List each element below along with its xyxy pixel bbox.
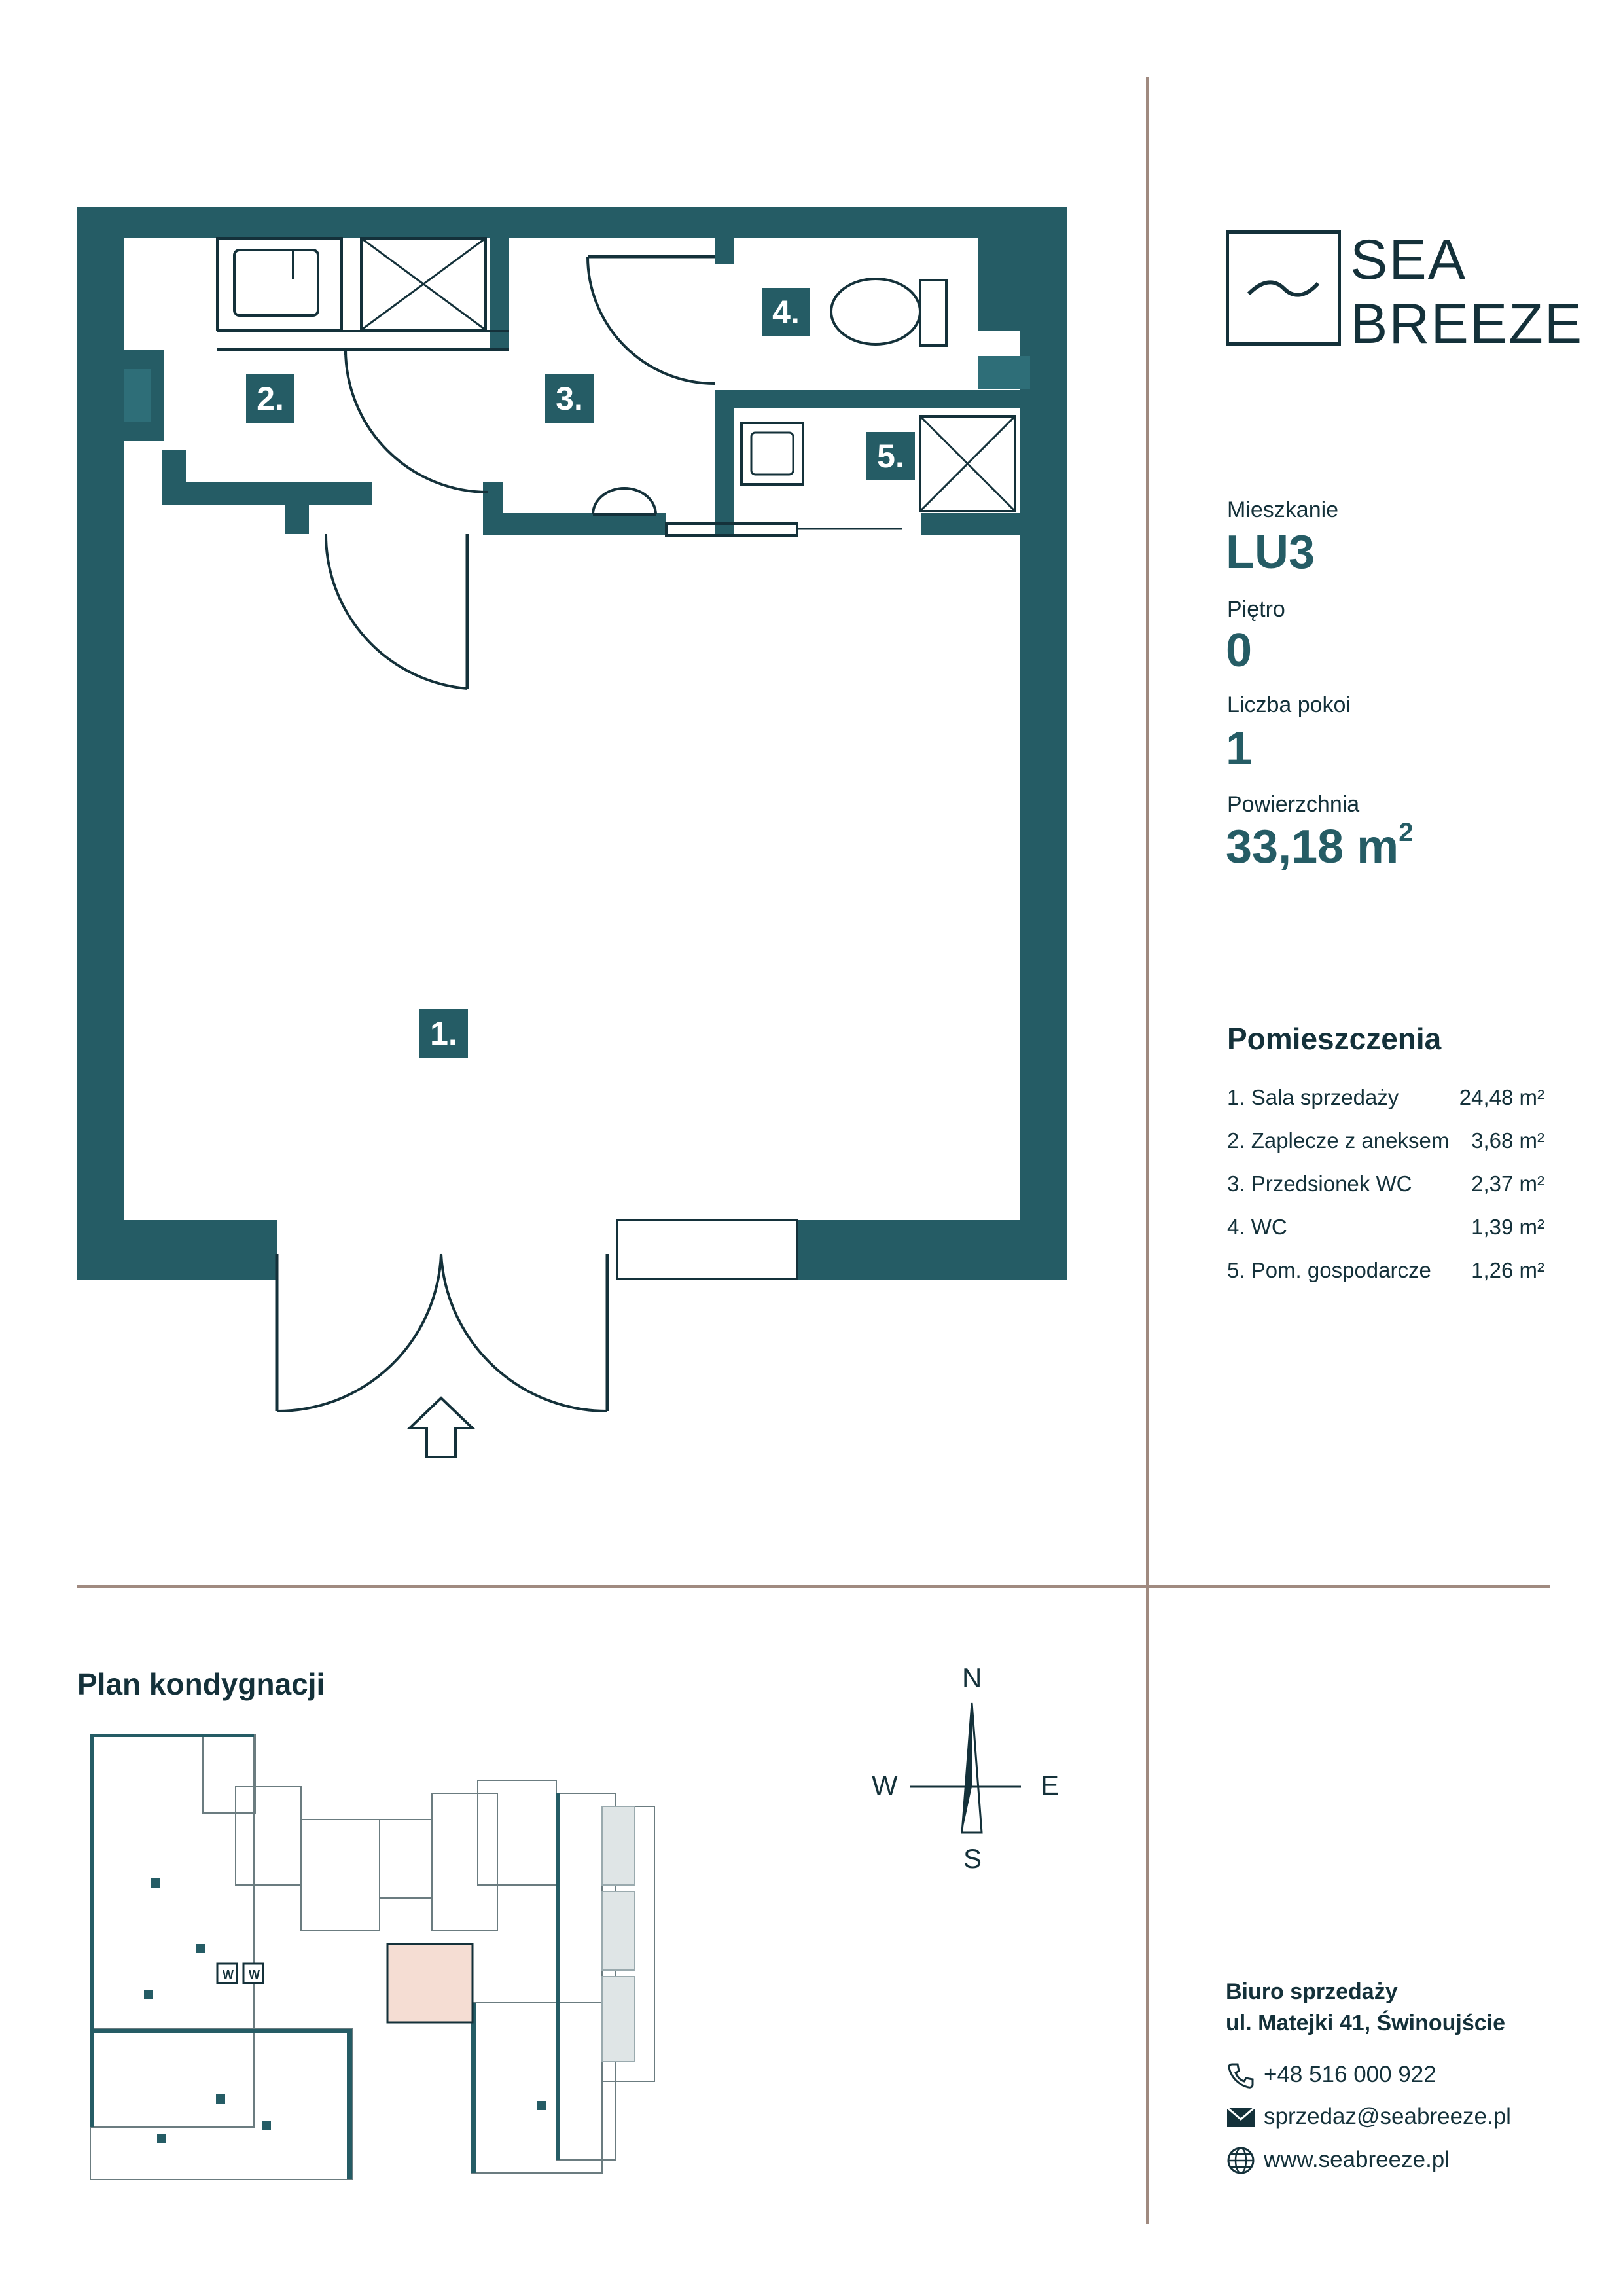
room-row [1227,1172,1544,1200]
floor-plan-title: Plan kondygnacji [77,1667,325,1701]
area-unit-sup: 2 [1399,818,1414,847]
email-address[interactable]: sprzedaz@seabreeze.pl [1264,2104,1511,2129]
wc-label: W [249,1968,260,1981]
sales-office-title: Biuro sprzedaży [1226,1979,1398,2004]
sea-breeze-logo [1226,228,1584,355]
horizontal-divider [77,1585,1550,1588]
room-label-2: 2. [246,374,294,423]
room-name: 4. WC [1227,1215,1287,1239]
logo-wave-icon [1226,230,1341,346]
room-area: 2,37 m² [1471,1172,1544,1196]
wc-label: W [223,1968,234,1981]
area-number: 33,18 m [1226,821,1399,873]
area-value [1226,818,1414,873]
phone-number[interactable]: +48 516 000 922 [1264,2062,1436,2087]
website-url[interactable]: www.seabreeze.pl [1264,2147,1450,2172]
phone-icon [1226,2060,1256,2090]
room-name: 1. Sala sprzedaży [1227,1085,1399,1109]
room-label-4: 4. [762,288,810,336]
vertical-divider [1146,77,1149,2224]
room-name: 2. Zaplecze z aneksem [1227,1128,1450,1153]
logo-text-line2: BREEZE [1350,293,1584,355]
room-label-3: 3. [545,374,594,423]
room-area: 3,68 m² [1471,1128,1544,1153]
room-label-1: 1. [419,1009,468,1058]
floor-value: 0 [1226,624,1253,677]
room-row [1227,1128,1544,1157]
rooms-count-value: 1 [1226,723,1253,775]
compass-e: E [1041,1770,1060,1801]
floor-label: Piętro [1227,597,1285,622]
area-label: Powierzchnia [1227,792,1360,817]
mail-icon [1226,2102,1256,2132]
room-row [1227,1258,1544,1287]
compass [864,1662,1080,1885]
room-area: 1,26 m² [1471,1258,1544,1282]
sales-office-address: ul. Matejki 41, Świnoujście [1226,2011,1506,2036]
compass-s: S [963,1843,982,1874]
compass-w: W [872,1770,898,1801]
apartment-label: Mieszkanie [1227,497,1339,522]
logo-text-line1: SEA [1350,228,1467,291]
compass-n: N [962,1662,982,1693]
apartment-floor-plan [77,207,1072,1470]
rooms-count-label: Liczba pokoi [1227,692,1351,717]
room-row [1227,1085,1544,1114]
room-name: 3. Przedsionek WC [1227,1172,1412,1196]
room-area: 1,39 m² [1471,1215,1544,1239]
rooms-title: Pomieszczenia [1227,1022,1442,1056]
room-label-5: 5. [866,432,915,480]
globe-icon [1226,2145,1256,2176]
room-name: 5. Pom. gospodarcze [1227,1258,1431,1282]
building-floor-plan [85,1728,661,2186]
apartment-value: LU3 [1226,526,1315,579]
room-area: 24,48 m² [1459,1085,1544,1109]
room-row [1227,1215,1544,1244]
